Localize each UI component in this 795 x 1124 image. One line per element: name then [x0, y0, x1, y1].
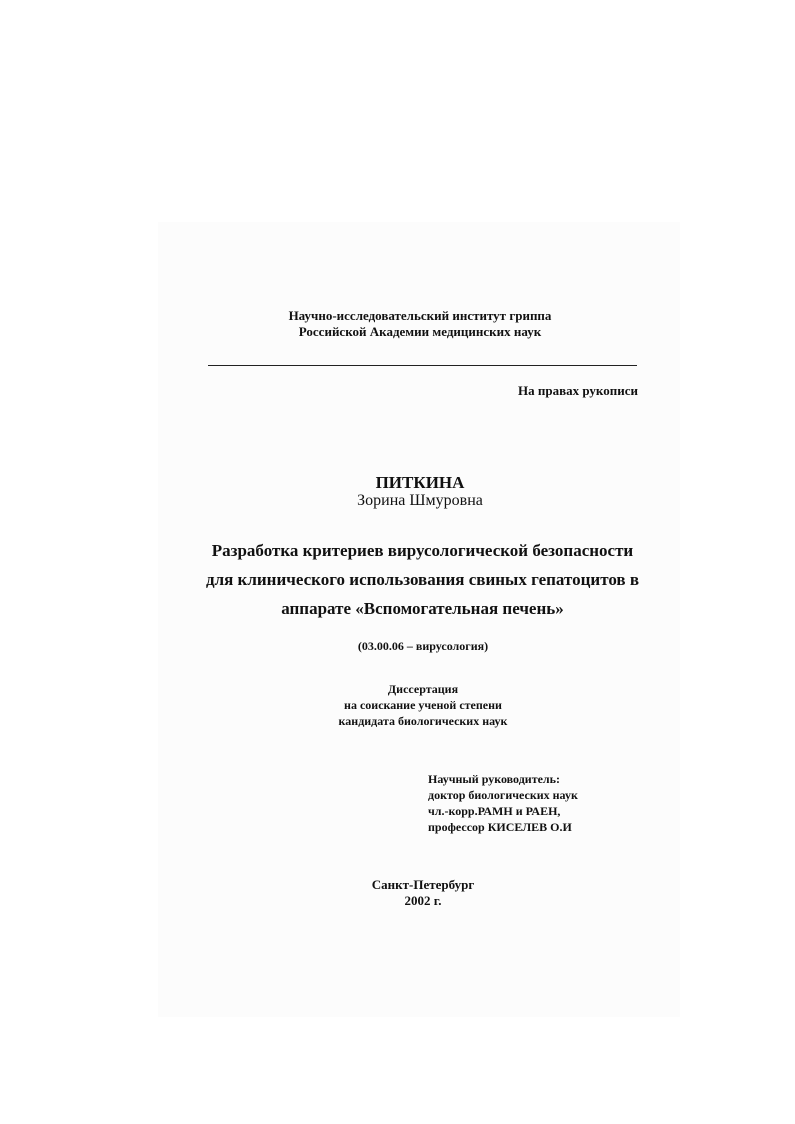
- degree-line3: кандидата биологических наук: [338, 714, 508, 728]
- institute-name-line2: Российской Академии медицинских наук: [298, 324, 542, 339]
- dissertation-title-line2: для клинического использования свиных гепатоцитов в: [205, 570, 640, 589]
- header-divider: [208, 365, 637, 366]
- author-surname: ПИТКИНА: [375, 473, 465, 492]
- year: 2002 г.: [404, 893, 442, 908]
- supervisor-membership: чл.-корр.РАМН и РАЕН,: [428, 804, 561, 818]
- supervisor-degree: доктор биологических наук: [428, 788, 578, 802]
- city: Санкт-Петербург: [371, 877, 475, 892]
- supervisor-label: Научный руководитель:: [428, 772, 560, 786]
- dissertation-title-line3: аппарате «Вспомогательная печень»: [281, 599, 564, 618]
- specialty-code: (03.00.06 – вирусология): [357, 639, 489, 653]
- supervisor-name: профессор КИСЕЛЕВ О.И: [428, 820, 572, 834]
- dissertation-title-line1: Разработка критериев вирусологической безопасности: [211, 541, 634, 560]
- rights-note: На правах рукописи: [518, 383, 638, 398]
- degree-line1: Диссертация: [387, 682, 459, 696]
- author-given-names: Зорина Шмуровна: [357, 492, 483, 509]
- institute-name-line1: Научно-исследовательский институт гриппа: [288, 308, 552, 323]
- degree-line2: на соискание ученой степени: [344, 698, 502, 712]
